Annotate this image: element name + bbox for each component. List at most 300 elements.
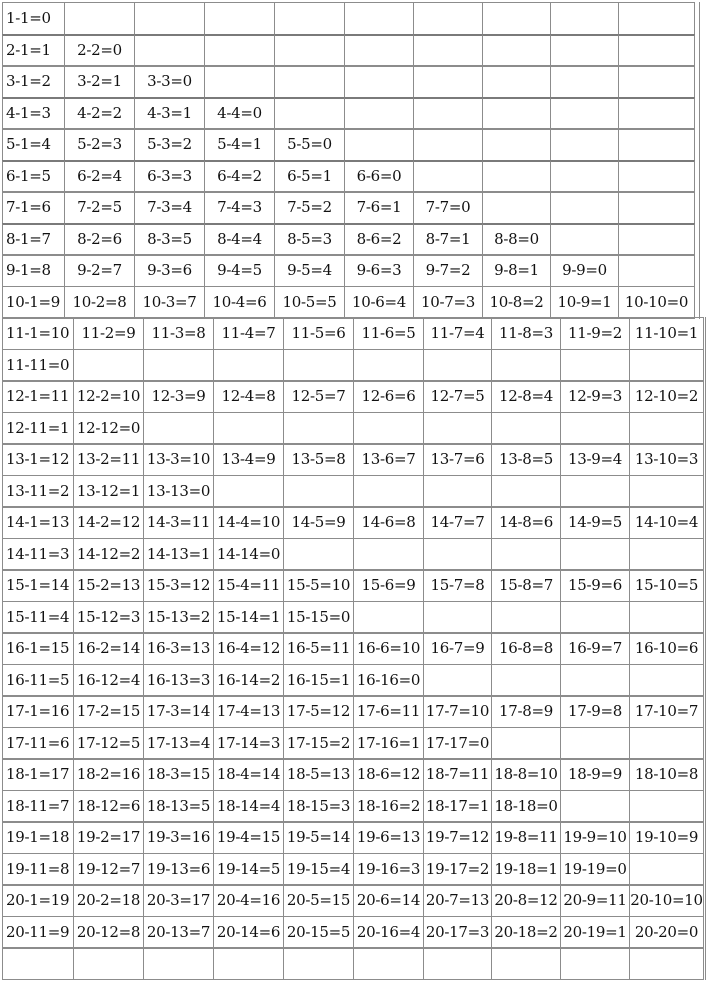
table-cell (550, 160, 619, 193)
table-cell: 15-11=4 (2, 601, 74, 634)
table-cell: 13-12=1 (73, 475, 144, 508)
table-cell: 19-4=15 (213, 821, 284, 854)
table-cell: 16-7=9 (423, 632, 492, 665)
table-cell (423, 664, 492, 697)
table-cell (482, 34, 551, 67)
table-right-edge (699, 191, 700, 224)
table-cell (283, 475, 354, 508)
table-cell: 18-6=12 (353, 758, 424, 791)
table-right-edge (705, 506, 706, 539)
table-cell (618, 65, 695, 98)
table-cell: 17-1=16 (2, 695, 74, 728)
table-cell: 14-13=1 (143, 538, 214, 571)
table-right-edge (705, 569, 706, 602)
table-row (0, 695, 707, 727)
table-cell: 15-4=11 (213, 569, 284, 602)
table-cell: 11-6=5 (353, 317, 424, 350)
table-right-edge (705, 853, 706, 886)
table-cell (64, 2, 135, 35)
table-cell: 3-1=2 (2, 65, 65, 98)
table-cell: 11-9=2 (560, 317, 630, 350)
table-cell (344, 128, 414, 161)
table-cell (491, 947, 561, 980)
table-cell (618, 97, 695, 130)
table-cell: 1-1=0 (2, 2, 65, 35)
table-cell: 17-11=6 (2, 727, 74, 760)
table-cell (550, 191, 619, 224)
table-right-edge (699, 65, 700, 98)
table-cell: 18-18=0 (491, 790, 561, 823)
table-cell: 14-1=13 (2, 506, 74, 539)
table-right-edge (705, 821, 706, 854)
table-cell: 20-17=3 (423, 916, 492, 949)
table-cell (143, 349, 214, 382)
table-cell: 10-2=8 (64, 286, 135, 319)
table-cell: 20-5=15 (283, 884, 354, 917)
table-cell: 16-16=0 (353, 664, 424, 697)
table-cell: 19-5=14 (283, 821, 354, 854)
table-cell (482, 65, 551, 98)
table-cell: 14-9=5 (560, 506, 630, 539)
table-cell: 5-2=3 (64, 128, 135, 161)
table-cell (204, 65, 275, 98)
table-cell: 13-8=5 (491, 443, 561, 476)
table-row (0, 569, 707, 601)
table-cell: 14-12=2 (73, 538, 144, 571)
table-cell: 19-9=10 (560, 821, 630, 854)
table-cell: 7-7=0 (413, 191, 483, 224)
table-cell: 2-2=0 (64, 34, 135, 67)
table-cell: 12-5=7 (283, 380, 354, 413)
table-cell: 8-4=4 (204, 223, 275, 256)
table-cell: 10-5=5 (274, 286, 345, 319)
table-cell: 5-3=2 (134, 128, 205, 161)
table-cell (283, 412, 354, 445)
table-cell (423, 412, 492, 445)
table-right-edge (699, 254, 700, 287)
table-cell (413, 2, 483, 35)
table-cell: 11-5=6 (283, 317, 354, 350)
table-cell: 14-4=10 (213, 506, 284, 539)
table-right-edge (699, 286, 700, 319)
table-cell (491, 349, 561, 382)
table-row (0, 286, 707, 318)
table-cell: 16-4=12 (213, 632, 284, 665)
table-cell: 20-6=14 (353, 884, 424, 917)
table-cell: 6-3=3 (134, 160, 205, 193)
table-row (0, 254, 707, 286)
table-cell: 9-9=0 (550, 254, 619, 287)
table-cell (73, 947, 144, 980)
table-cell: 4-1=3 (2, 97, 65, 130)
table-cell (283, 947, 354, 980)
table-cell: 16-13=3 (143, 664, 214, 697)
table-cell: 9-1=8 (2, 254, 65, 287)
table-cell: 18-5=13 (283, 758, 354, 791)
table-cell: 16-5=11 (283, 632, 354, 665)
table-cell (491, 475, 561, 508)
table-cell: 13-13=0 (143, 475, 214, 508)
table-cell: 17-5=12 (283, 695, 354, 728)
table-cell: 19-12=7 (73, 853, 144, 886)
table-row (0, 947, 707, 979)
table-cell: 6-2=4 (64, 160, 135, 193)
table-cell: 14-6=8 (353, 506, 424, 539)
table-cell: 8-2=6 (64, 223, 135, 256)
table-cell: 17-3=14 (143, 695, 214, 728)
table-cell: 17-17=0 (423, 727, 492, 760)
table-cell: 18-7=11 (423, 758, 492, 791)
table-cell: 8-7=1 (413, 223, 483, 256)
table-cell: 19-17=2 (423, 853, 492, 886)
table-row (0, 317, 707, 349)
table-right-edge (705, 475, 706, 508)
table-right-edge (705, 947, 706, 980)
table-row (0, 128, 707, 160)
table-cell: 13-10=3 (629, 443, 704, 476)
table-cell: 18-13=5 (143, 790, 214, 823)
table-cell (204, 2, 275, 35)
table-cell: 15-13=2 (143, 601, 214, 634)
table-row (0, 380, 707, 412)
table-cell (491, 601, 561, 634)
table-cell: 20-10=10 (629, 884, 704, 917)
table-cell (143, 412, 214, 445)
table-cell: 7-5=2 (274, 191, 345, 224)
table-cell: 15-2=13 (73, 569, 144, 602)
table-row (0, 632, 707, 664)
table-cell (629, 349, 704, 382)
table-cell (550, 65, 619, 98)
table-cell: 18-16=2 (353, 790, 424, 823)
table-right-edge (705, 538, 706, 571)
table-cell: 17-9=8 (560, 695, 630, 728)
table-cell: 15-10=5 (629, 569, 704, 602)
table-cell (2, 947, 74, 980)
table-cell (560, 349, 630, 382)
table-cell: 19-8=11 (491, 821, 561, 854)
table-cell: 8-1=7 (2, 223, 65, 256)
table-row (0, 160, 707, 192)
table-cell: 4-3=1 (134, 97, 205, 130)
table-cell: 16-9=7 (560, 632, 630, 665)
table-cell: 15-7=8 (423, 569, 492, 602)
table-cell (560, 947, 630, 980)
table-cell (353, 601, 424, 634)
table-cell (213, 475, 284, 508)
table-cell: 9-7=2 (413, 254, 483, 287)
table-cell: 16-11=5 (2, 664, 74, 697)
table-cell: 20-3=17 (143, 884, 214, 917)
table-cell (353, 475, 424, 508)
table-cell (629, 601, 704, 634)
table-cell: 19-18=1 (491, 853, 561, 886)
table-cell (423, 947, 492, 980)
table-cell (618, 2, 695, 35)
table-row (0, 475, 707, 507)
table-cell (560, 538, 630, 571)
table-cell: 6-6=0 (344, 160, 414, 193)
table-cell (283, 538, 354, 571)
table-cell: 16-6=10 (353, 632, 424, 665)
table-cell: 10-7=3 (413, 286, 483, 319)
table-cell: 19-19=0 (560, 853, 630, 886)
table-row (0, 727, 707, 759)
table-cell: 11-3=8 (143, 317, 214, 350)
table-cell (274, 65, 345, 98)
table-right-edge (699, 97, 700, 130)
table-right-edge (699, 2, 700, 35)
table-cell: 18-1=17 (2, 758, 74, 791)
table-cell (344, 2, 414, 35)
table-cell: 12-2=10 (73, 380, 144, 413)
table-cell: 13-7=6 (423, 443, 492, 476)
table-cell (629, 664, 704, 697)
table-cell: 8-5=3 (274, 223, 345, 256)
table-cell: 19-11=8 (2, 853, 74, 886)
table-cell: 14-14=0 (213, 538, 284, 571)
table-cell: 8-8=0 (482, 223, 551, 256)
table-cell: 10-6=4 (344, 286, 414, 319)
table-row (0, 664, 707, 696)
table-cell (560, 790, 630, 823)
table-row (0, 349, 707, 381)
table-cell: 8-6=2 (344, 223, 414, 256)
table-cell: 12-7=5 (423, 380, 492, 413)
table-cell: 5-1=4 (2, 128, 65, 161)
table-row (0, 412, 707, 444)
table-cell: 12-11=1 (2, 412, 74, 445)
table-right-edge (699, 223, 700, 256)
table-cell (629, 727, 704, 760)
table-cell: 19-7=12 (423, 821, 492, 854)
table-cell: 17-16=1 (353, 727, 424, 760)
table-cell (73, 349, 144, 382)
table-cell: 19-16=3 (353, 853, 424, 886)
table-row (0, 97, 707, 129)
table-right-edge (699, 34, 700, 67)
table-cell: 11-1=10 (2, 317, 74, 350)
table-cell: 2-1=1 (2, 34, 65, 67)
table-cell: 17-6=11 (353, 695, 424, 728)
table-cell (629, 947, 704, 980)
table-right-edge (705, 601, 706, 634)
table-cell: 10-3=7 (134, 286, 205, 319)
table-cell: 20-16=4 (353, 916, 424, 949)
table-cell: 19-2=17 (73, 821, 144, 854)
table-cell (413, 128, 483, 161)
table-cell (134, 34, 205, 67)
table-cell: 12-12=0 (73, 412, 144, 445)
table-cell: 15-15=0 (283, 601, 354, 634)
table-row (0, 853, 707, 885)
table-right-edge (705, 727, 706, 760)
table-cell (423, 349, 492, 382)
table-cell: 15-12=3 (73, 601, 144, 634)
table-cell: 13-3=10 (143, 443, 214, 476)
table-cell: 18-2=16 (73, 758, 144, 791)
table-cell (482, 97, 551, 130)
table-cell (618, 223, 695, 256)
table-cell: 14-7=7 (423, 506, 492, 539)
table-cell: 13-9=4 (560, 443, 630, 476)
table-cell: 9-3=6 (134, 254, 205, 287)
table-row (0, 758, 707, 790)
table-cell: 11-2=9 (73, 317, 144, 350)
table-cell: 18-17=1 (423, 790, 492, 823)
table-right-edge (705, 916, 706, 949)
table-cell: 16-10=6 (629, 632, 704, 665)
table-cell: 20-18=2 (491, 916, 561, 949)
table-cell: 11-10=1 (629, 317, 704, 350)
table-cell (213, 412, 284, 445)
table-cell: 15-8=7 (491, 569, 561, 602)
table-cell: 12-8=4 (491, 380, 561, 413)
table-cell: 20-11=9 (2, 916, 74, 949)
table-cell: 5-4=1 (204, 128, 275, 161)
table-cell (629, 853, 704, 886)
table-cell: 14-10=4 (629, 506, 704, 539)
table-cell (482, 160, 551, 193)
table-cell: 20-15=5 (283, 916, 354, 949)
table-cell (353, 538, 424, 571)
table-cell: 18-3=15 (143, 758, 214, 791)
table-row (0, 790, 707, 822)
table-cell: 20-14=6 (213, 916, 284, 949)
table-cell (482, 191, 551, 224)
table-cell: 20-19=1 (560, 916, 630, 949)
table-right-edge (705, 443, 706, 476)
table-cell (423, 601, 492, 634)
table-cell (550, 128, 619, 161)
table-cell (629, 475, 704, 508)
table-cell: 17-13=4 (143, 727, 214, 760)
table-cell: 20-1=19 (2, 884, 74, 917)
table-cell: 17-12=5 (73, 727, 144, 760)
table-cell: 19-3=16 (143, 821, 214, 854)
table-cell (423, 538, 492, 571)
table-cell: 20-7=13 (423, 884, 492, 917)
table-cell: 11-4=7 (213, 317, 284, 350)
table-right-edge (705, 349, 706, 382)
table-cell (413, 97, 483, 130)
table-cell: 6-1=5 (2, 160, 65, 193)
table-cell: 7-3=4 (134, 191, 205, 224)
table-cell: 17-7=10 (423, 695, 492, 728)
table-cell: 15-9=6 (560, 569, 630, 602)
table-right-edge (705, 758, 706, 791)
table-cell: 11-11=0 (2, 349, 74, 382)
table-row (0, 884, 707, 916)
table-cell: 16-3=13 (143, 632, 214, 665)
table-cell: 10-10=0 (618, 286, 695, 319)
table-row (0, 65, 707, 97)
table-cell (204, 34, 275, 67)
table-cell (618, 254, 695, 287)
table-cell (413, 34, 483, 67)
table-cell (353, 412, 424, 445)
table-cell: 15-5=10 (283, 569, 354, 602)
table-cell (550, 34, 619, 67)
table-cell (550, 97, 619, 130)
table-cell: 12-6=6 (353, 380, 424, 413)
table-cell (274, 34, 345, 67)
table-cell: 18-14=4 (213, 790, 284, 823)
table-cell: 11-7=4 (423, 317, 492, 350)
table-row (0, 223, 707, 255)
table-cell: 13-1=12 (2, 443, 74, 476)
table-cell: 4-2=2 (64, 97, 135, 130)
table-right-edge (705, 695, 706, 728)
table-right-edge (705, 664, 706, 697)
table-row (0, 601, 707, 633)
table-cell: 6-5=1 (274, 160, 345, 193)
table-cell (560, 412, 630, 445)
table-cell: 13-2=11 (73, 443, 144, 476)
table-cell: 4-4=0 (204, 97, 275, 130)
table-cell (213, 349, 284, 382)
table-cell: 17-2=15 (73, 695, 144, 728)
table-cell (550, 223, 619, 256)
table-cell: 3-3=0 (134, 65, 205, 98)
table-cell: 15-1=14 (2, 569, 74, 602)
table-right-edge (705, 412, 706, 445)
table-cell: 14-5=9 (283, 506, 354, 539)
table-cell: 13-11=2 (2, 475, 74, 508)
table-cell (143, 947, 214, 980)
table-row (0, 191, 707, 223)
table-cell: 9-5=4 (274, 254, 345, 287)
table-cell: 18-12=6 (73, 790, 144, 823)
table-right-edge (705, 884, 706, 917)
table-cell: 18-9=9 (560, 758, 630, 791)
table-cell (283, 349, 354, 382)
table-cell: 18-8=10 (491, 758, 561, 791)
table-cell: 19-14=5 (213, 853, 284, 886)
table-cell (560, 664, 630, 697)
table-row (0, 916, 707, 948)
table-row (0, 34, 707, 66)
table-cell: 11-8=3 (491, 317, 561, 350)
table-cell: 13-6=7 (353, 443, 424, 476)
table-cell: 7-1=6 (2, 191, 65, 224)
table-cell: 19-6=13 (353, 821, 424, 854)
table-cell: 18-4=14 (213, 758, 284, 791)
table-cell (629, 790, 704, 823)
table-cell: 20-20=0 (629, 916, 704, 949)
table-cell (550, 2, 619, 35)
table-cell (344, 97, 414, 130)
table-cell: 14-3=11 (143, 506, 214, 539)
table-cell: 6-4=2 (204, 160, 275, 193)
table-cell: 17-8=9 (491, 695, 561, 728)
table-cell: 16-8=8 (491, 632, 561, 665)
table-cell: 9-8=1 (482, 254, 551, 287)
table-cell (482, 128, 551, 161)
table-cell: 10-8=2 (482, 286, 551, 319)
table-cell (491, 412, 561, 445)
table-cell: 12-3=9 (143, 380, 214, 413)
table-cell: 18-10=8 (629, 758, 704, 791)
table-cell (274, 97, 345, 130)
table-cell: 20-13=7 (143, 916, 214, 949)
table-right-edge (705, 790, 706, 823)
table-cell (423, 475, 492, 508)
table-cell (560, 727, 630, 760)
table-cell: 18-15=3 (283, 790, 354, 823)
table-right-edge (705, 380, 706, 413)
table-row (0, 506, 707, 538)
